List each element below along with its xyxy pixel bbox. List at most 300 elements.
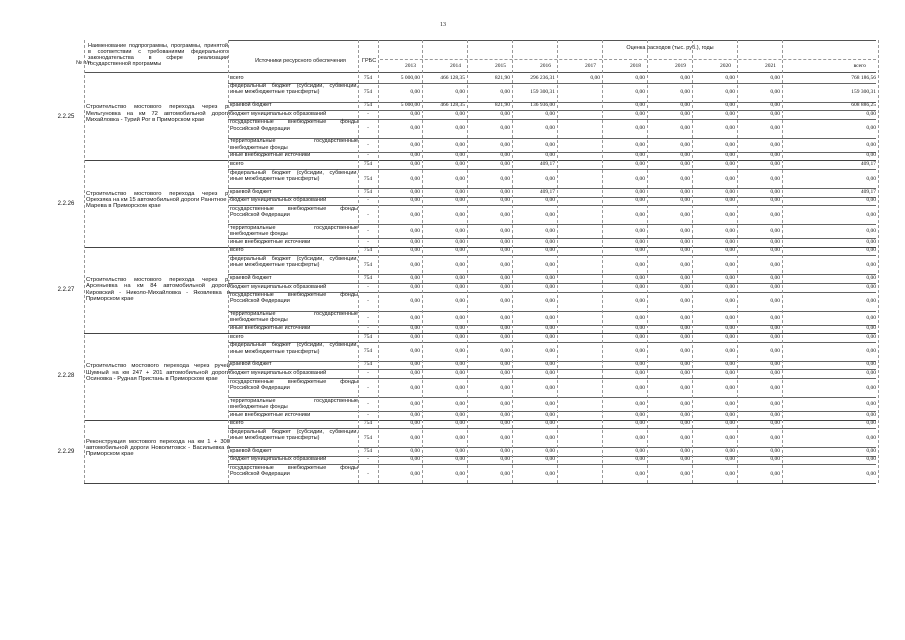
amount-cell: 0,00 xyxy=(545,283,555,290)
amount-cell: 409,17 xyxy=(860,160,876,167)
amount-cell: 768 186,56 xyxy=(851,74,876,81)
amount-cell: 0,00 xyxy=(866,411,876,418)
amount-cell: 0,00 xyxy=(410,125,420,132)
grbs-code: 754 xyxy=(363,333,373,340)
header-col-num: № п/п xyxy=(76,60,91,66)
amount-cell: 0,00 xyxy=(455,238,465,245)
amount-cell: 0,00 xyxy=(635,152,645,159)
grbs-code: - xyxy=(367,141,369,148)
page-number: 13 xyxy=(440,22,446,28)
funding-source-label: бюджет муниципальных образований xyxy=(230,197,327,204)
amount-cell: 0,00 xyxy=(635,434,645,441)
amount-cell: 0,00 xyxy=(635,384,645,391)
amount-cell: 0,00 xyxy=(410,197,420,204)
amount-cell: 0,00 xyxy=(770,102,780,109)
amount-cell: 0,00 xyxy=(770,238,780,245)
grbs-code: - xyxy=(367,369,369,376)
amount-cell: 0,00 xyxy=(410,141,420,148)
amount-cell: 0,00 xyxy=(410,333,420,340)
amount-cell: 0,00 xyxy=(680,369,690,376)
grbs-code: - xyxy=(367,125,369,132)
header-year: 2017 xyxy=(585,63,596,69)
amount-cell: 0,00 xyxy=(680,228,690,235)
funding-source-label: государственные внебюджетные фонды Российской Федерации xyxy=(230,292,358,305)
amount-cell: 0,00 xyxy=(680,261,690,268)
amount-cell: 0,00 xyxy=(545,333,555,340)
grbs-code: 754 xyxy=(363,447,373,454)
amount-cell: 0,00 xyxy=(545,211,555,218)
amount-cell: 0,00 xyxy=(770,434,780,441)
grbs-code: 754 xyxy=(363,261,373,268)
grbs-code: - xyxy=(367,384,369,391)
amount-cell: 0,00 xyxy=(410,348,420,355)
amount-cell: 0,00 xyxy=(680,211,690,218)
amount-cell: 0,00 xyxy=(680,470,690,477)
amount-cell: 0,00 xyxy=(866,125,876,132)
header-year: всего xyxy=(853,63,866,69)
column-divider xyxy=(557,40,558,483)
amount-cell: 5 000,00 xyxy=(400,102,420,109)
grbs-code: 754 xyxy=(363,102,373,109)
amount-cell: 0,00 xyxy=(866,247,876,254)
amount-cell: 0,00 xyxy=(725,333,735,340)
amount-cell: 0,00 xyxy=(410,89,420,96)
amount-cell: 0,00 xyxy=(680,384,690,391)
amount-cell: 0,00 xyxy=(455,274,465,281)
amount-cell: 0,00 xyxy=(770,333,780,340)
funding-source-label: бюджет муниципальных образований xyxy=(230,369,327,376)
amount-cell: 0,00 xyxy=(866,152,876,159)
column-divider xyxy=(737,40,738,483)
amount-cell: 0,00 xyxy=(680,456,690,463)
amount-cell: 296 236,31 xyxy=(530,74,555,81)
amount-cell: 0,00 xyxy=(635,247,645,254)
amount-cell: 0,00 xyxy=(455,110,465,117)
funding-source-label: государственные внебюджетные фонды Российской Федерации xyxy=(230,464,358,478)
amount-cell: 0,00 xyxy=(770,89,780,96)
funding-source-label: всего xyxy=(230,160,244,167)
amount-cell: 0,00 xyxy=(635,102,645,109)
amount-cell: 0,00 xyxy=(770,160,780,167)
amount-cell: 0,00 xyxy=(635,125,645,132)
amount-cell: 0,00 xyxy=(410,110,420,117)
amount-cell: 0,00 xyxy=(410,298,420,305)
amount-cell: 0,00 xyxy=(545,298,555,305)
amount-cell: 0,00 xyxy=(545,175,555,182)
amount-cell: 0,00 xyxy=(680,411,690,418)
amount-cell: 0,00 xyxy=(725,447,735,454)
amount-cell: 0,00 xyxy=(680,247,690,254)
amount-cell: 0,00 xyxy=(680,74,690,81)
amount-cell: 0,00 xyxy=(410,325,420,332)
amount-cell: 0,00 xyxy=(410,470,420,477)
column-divider xyxy=(692,40,693,483)
amount-cell: 0,00 xyxy=(635,211,645,218)
program-name: Строительство мостового перехода через ручей Шумный на км 247 + 201 автомобильной дороги Осиновка - Рудная Пристань в Приморском крае xyxy=(86,363,230,383)
amount-cell: 0,00 xyxy=(545,197,555,204)
header-year: 2016 xyxy=(540,63,551,69)
amount-cell: 0,00 xyxy=(866,238,876,245)
grbs-code: - xyxy=(367,314,369,321)
amount-cell: 0,00 xyxy=(680,420,690,427)
amount-cell: 0,00 xyxy=(770,283,780,290)
column-divider xyxy=(422,40,423,483)
amount-cell: 0,00 xyxy=(725,175,735,182)
amount-cell: 0,00 xyxy=(770,197,780,204)
amount-cell: 159 300,31 xyxy=(851,89,876,96)
amount-cell: 0,00 xyxy=(725,361,735,368)
amount-cell: 0,00 xyxy=(410,283,420,290)
amount-cell: 0,00 xyxy=(455,298,465,305)
amount-cell: 0,00 xyxy=(770,348,780,355)
amount-cell: 608 886,25 xyxy=(851,102,876,109)
header-year: 2019 xyxy=(675,63,686,69)
amount-cell: 0,00 xyxy=(725,411,735,418)
amount-cell: 0,00 xyxy=(410,361,420,368)
amount-cell: 0,00 xyxy=(725,110,735,117)
funding-source-label: краевой бюджет xyxy=(230,274,272,281)
amount-cell: 0,00 xyxy=(500,361,510,368)
amount-cell: 0,00 xyxy=(545,456,555,463)
amount-cell: 0,00 xyxy=(725,401,735,407)
amount-cell: 0,00 xyxy=(866,401,876,407)
amount-cell: 0,00 xyxy=(500,434,510,441)
column-divider xyxy=(467,40,468,483)
amount-cell: 0,00 xyxy=(635,369,645,376)
grbs-code: 754 xyxy=(363,160,373,167)
amount-cell: 0,00 xyxy=(500,274,510,281)
amount-cell: 0,00 xyxy=(680,238,690,245)
amount-cell: 0,00 xyxy=(725,283,735,290)
amount-cell: 0,00 xyxy=(500,261,510,268)
amount-cell: 0,00 xyxy=(500,238,510,245)
amount-cell: 0,00 xyxy=(500,411,510,418)
funding-source-label: всего xyxy=(230,333,244,340)
header-year: 2021 xyxy=(765,63,776,69)
funding-source-label: федеральный бюджет (субсидии, субвенции, иные межбюджетные трансферты) xyxy=(230,169,358,182)
grbs-code: 754 xyxy=(363,420,373,427)
amount-cell: 0,00 xyxy=(410,384,420,391)
amount-cell: 0,00 xyxy=(725,314,735,321)
funding-source-label: федеральный бюджет (субсидии, субвенции, иные межбюджетные трансферты) xyxy=(230,83,358,96)
grbs-code: 754 xyxy=(363,274,373,281)
amount-cell: 0,00 xyxy=(500,298,510,305)
amount-cell: 0,00 xyxy=(635,175,645,182)
amount-cell: 0,00 xyxy=(545,314,555,321)
program-name: Реконструкция мостового перехода на км 1 + 300 автомобильной дороги Новолитовск - Васильевка в Приморском крае xyxy=(86,438,230,458)
amount-cell: 0,00 xyxy=(635,188,645,195)
amount-cell: 0,00 xyxy=(635,197,645,204)
amount-cell: 0,00 xyxy=(410,175,420,182)
amount-cell: 0,00 xyxy=(725,188,735,195)
amount-cell: 0,00 xyxy=(455,211,465,218)
grbs-code: - xyxy=(367,238,369,245)
amount-cell: 0,00 xyxy=(500,188,510,195)
amount-cell: 0,00 xyxy=(545,261,555,268)
funding-source-label: всего xyxy=(230,247,244,254)
funding-source-label: иные внебюджетные источники xyxy=(230,325,311,332)
amount-cell: 0,00 xyxy=(455,434,465,441)
grbs-code: - xyxy=(367,211,369,218)
amount-cell: 0,00 xyxy=(500,141,510,148)
amount-cell: 0,00 xyxy=(770,125,780,132)
amount-cell: 0,00 xyxy=(866,110,876,117)
amount-cell: 0,00 xyxy=(770,211,780,218)
amount-cell: 0,00 xyxy=(725,470,735,477)
amount-cell: 0,00 xyxy=(680,325,690,332)
amount-cell: 0,00 xyxy=(545,228,555,235)
amount-cell: 0,00 xyxy=(770,314,780,321)
amount-cell: 0,00 xyxy=(725,102,735,109)
amount-cell: 0,00 xyxy=(455,325,465,332)
amount-cell: 0,00 xyxy=(545,369,555,376)
amount-cell: 0,00 xyxy=(635,361,645,368)
amount-cell: 0,00 xyxy=(866,197,876,204)
amount-cell: 0,00 xyxy=(866,314,876,321)
amount-cell: 0,00 xyxy=(410,411,420,418)
amount-cell: 0,00 xyxy=(545,141,555,148)
amount-cell: 0,00 xyxy=(500,125,510,132)
amount-cell: 0,00 xyxy=(635,401,645,407)
amount-cell: 0,00 xyxy=(455,247,465,254)
amount-cell: 0,00 xyxy=(455,188,465,195)
amount-cell: 0,00 xyxy=(455,470,465,477)
amount-cell: 0,00 xyxy=(500,325,510,332)
grbs-code: 754 xyxy=(363,175,373,182)
amount-cell: 0,00 xyxy=(725,197,735,204)
amount-cell: 0,00 xyxy=(680,348,690,355)
amount-cell: 0,00 xyxy=(725,211,735,218)
amount-cell: 0,00 xyxy=(725,369,735,376)
funding-source-label: бюджет муниципальных образований xyxy=(230,283,327,290)
amount-cell: 0,00 xyxy=(725,74,735,81)
amount-cell: 0,00 xyxy=(455,197,465,204)
amount-cell: 0,00 xyxy=(545,348,555,355)
amount-cell: 0,00 xyxy=(410,152,420,159)
header-mid-line xyxy=(380,59,876,60)
grbs-code: - xyxy=(367,110,369,117)
amount-cell: 0,00 xyxy=(770,361,780,368)
amount-cell: 0,00 xyxy=(866,348,876,355)
amount-cell: 0,00 xyxy=(680,447,690,454)
amount-cell: 0,00 xyxy=(455,261,465,268)
amount-cell: 0,00 xyxy=(725,420,735,427)
amount-cell: 466 128,35 xyxy=(440,74,465,81)
funding-source-label: иные внебюджетные источники xyxy=(230,238,311,245)
amount-cell: 0,00 xyxy=(866,175,876,182)
amount-cell: 0,00 xyxy=(410,188,420,195)
grbs-code: - xyxy=(367,283,369,290)
amount-cell: 0,00 xyxy=(635,74,645,81)
funding-source-label: государственные внебюджетные фонды Российской Федерации xyxy=(230,205,358,218)
amount-cell: 0,00 xyxy=(866,298,876,305)
amount-cell: 0,00 xyxy=(770,325,780,332)
amount-cell: 0,00 xyxy=(635,333,645,340)
funding-source-label: федеральный бюджет (субсидии, субвенции, иные межбюджетные трансферты) xyxy=(230,428,358,441)
amount-cell: 0,00 xyxy=(770,175,780,182)
amount-cell: 0,00 xyxy=(680,125,690,132)
amount-cell: 136 936,00 xyxy=(530,102,555,109)
amount-cell: 0,00 xyxy=(635,420,645,427)
amount-cell: 0,00 xyxy=(500,110,510,117)
amount-cell: 0,00 xyxy=(410,238,420,245)
amount-cell: 0,00 xyxy=(770,152,780,159)
amount-cell: 0,00 xyxy=(410,420,420,427)
amount-cell: 0,00 xyxy=(590,74,600,81)
amount-cell: 0,00 xyxy=(635,160,645,167)
amount-cell: 0,00 xyxy=(635,325,645,332)
amount-cell: 0,00 xyxy=(770,274,780,281)
amount-cell: 0,00 xyxy=(545,274,555,281)
amount-cell: 0,00 xyxy=(455,314,465,321)
column-divider xyxy=(602,40,603,483)
column-divider xyxy=(378,40,379,483)
grbs-code: 754 xyxy=(363,188,373,195)
funding-source-label: краевой бюджет xyxy=(230,102,272,109)
amount-cell: 0,00 xyxy=(770,228,780,235)
funding-source-label: краевой бюджет xyxy=(230,361,272,368)
amount-cell: 0,00 xyxy=(725,238,735,245)
grbs-code: - xyxy=(367,152,369,159)
amount-cell: 0,00 xyxy=(680,333,690,340)
amount-cell: 0,00 xyxy=(410,447,420,454)
amount-cell: 0,00 xyxy=(770,369,780,376)
amount-cell: 0,00 xyxy=(500,369,510,376)
amount-cell: 0,00 xyxy=(866,456,876,463)
funding-source-label: иные внебюджетные источники xyxy=(230,152,311,159)
amount-cell: 0,00 xyxy=(725,274,735,281)
amount-cell: 0,00 xyxy=(410,160,420,167)
amount-cell: 0,00 xyxy=(770,420,780,427)
amount-cell: 0,00 xyxy=(680,175,690,182)
amount-cell: 0,00 xyxy=(725,325,735,332)
amount-cell: 0,00 xyxy=(725,152,735,159)
grbs-code: 754 xyxy=(363,434,373,441)
funding-source-label: краевой бюджет xyxy=(230,188,272,195)
amount-cell: 0,00 xyxy=(635,470,645,477)
amount-cell: 0,00 xyxy=(410,314,420,321)
amount-cell: 0,00 xyxy=(455,89,465,96)
amount-cell: 0,00 xyxy=(455,401,465,407)
funding-source-label: государственные внебюджетные фонды Российской Федерации xyxy=(230,119,358,132)
amount-cell: 0,00 xyxy=(455,447,465,454)
amount-cell: 0,00 xyxy=(635,283,645,290)
amount-cell: 0,00 xyxy=(680,102,690,109)
program-number: 2.2.26 xyxy=(57,200,75,207)
amount-cell: 821,90 xyxy=(494,74,510,81)
funding-source-label: территориальные государственные внебюджетные фонды xyxy=(230,311,358,324)
amount-cell: 0,00 xyxy=(545,420,555,427)
amount-cell: 0,00 xyxy=(455,175,465,182)
amount-cell: 0,00 xyxy=(725,89,735,96)
grbs-code: - xyxy=(367,401,369,407)
amount-cell: 0,00 xyxy=(725,141,735,148)
grbs-code: 754 xyxy=(363,247,373,254)
amount-cell: 0,00 xyxy=(680,160,690,167)
amount-cell: 0,00 xyxy=(410,456,420,463)
funding-source-label: краевой бюджет xyxy=(230,447,272,454)
program-name: Строительство мостового перехода через р. Мельгуновка на км 72 автомобильной дороги Михайловка - Турий Рог в Приморском крае xyxy=(86,104,230,123)
amount-cell: 0,00 xyxy=(770,447,780,454)
funding-source-label: иные внебюджетные источники xyxy=(230,411,311,418)
grbs-code: - xyxy=(367,197,369,204)
amount-cell: 0,00 xyxy=(680,274,690,281)
grbs-code: - xyxy=(367,228,369,235)
amount-cell: 0,00 xyxy=(770,456,780,463)
header-year: 2013 xyxy=(405,63,416,69)
amount-cell: 0,00 xyxy=(545,470,555,477)
header-year: 2020 xyxy=(720,63,731,69)
amount-cell: 0,00 xyxy=(635,314,645,321)
amount-cell: 0,00 xyxy=(635,447,645,454)
amount-cell: 0,00 xyxy=(680,283,690,290)
grbs-code: - xyxy=(367,325,369,332)
amount-cell: 0,00 xyxy=(545,325,555,332)
amount-cell: 5 000,00 xyxy=(400,74,420,81)
header-col-grbs: ГРБС xyxy=(362,58,377,64)
amount-cell: 0,00 xyxy=(770,74,780,81)
amount-cell: 0,00 xyxy=(500,470,510,477)
amount-cell: 0,00 xyxy=(866,384,876,391)
amount-cell: 409,17 xyxy=(539,160,555,167)
column-divider xyxy=(228,40,229,483)
amount-cell: 0,00 xyxy=(635,89,645,96)
amount-cell: 0,00 xyxy=(635,298,645,305)
amount-cell: 0,00 xyxy=(545,247,555,254)
program-name: Строительство мостового перехода через р. Арсеньевка на км 84 автомобильной дороги Кировский - Николо-Михайловка - Яковлевка в Приморском крае xyxy=(86,277,230,303)
grbs-code: 754 xyxy=(363,89,373,96)
amount-cell: 0,00 xyxy=(635,228,645,235)
amount-cell: 0,00 xyxy=(725,456,735,463)
amount-cell: 0,00 xyxy=(455,411,465,418)
amount-cell: 0,00 xyxy=(500,211,510,218)
header-col-estimate: Оценка расходов (тыс. руб.), годы xyxy=(626,45,714,51)
column-divider xyxy=(782,40,783,483)
amount-cell: 0,00 xyxy=(770,261,780,268)
program-name: Строительство мостового перехода через р. Орехзяка на км 15 автомобильной дороги Раннтное - Марева в Приморском крае xyxy=(86,190,230,210)
amount-cell: 0,00 xyxy=(500,314,510,321)
column-divider xyxy=(84,40,85,483)
funding-source-label: федеральный бюджет (субсидии, субвенции, иные межбюджетные трансферты) xyxy=(230,342,358,355)
amount-cell: 0,00 xyxy=(500,160,510,167)
program-number: 2.2.29 xyxy=(57,448,75,455)
amount-cell: 0,00 xyxy=(410,434,420,441)
header-year: 2015 xyxy=(495,63,506,69)
grbs-code: - xyxy=(367,298,369,305)
amount-cell: 0,00 xyxy=(866,325,876,332)
funding-source-label: бюджет муниципальных образований xyxy=(230,456,327,463)
amount-cell: 0,00 xyxy=(545,152,555,159)
amount-cell: 159 300,31 xyxy=(530,89,555,96)
amount-cell: 0,00 xyxy=(680,434,690,441)
column-divider xyxy=(647,40,648,483)
group-divider xyxy=(84,483,876,484)
amount-cell: 409,17 xyxy=(539,188,555,195)
header-top-line xyxy=(228,40,876,41)
amount-cell: 0,00 xyxy=(680,152,690,159)
amount-cell: 0,00 xyxy=(410,247,420,254)
amount-cell: 0,00 xyxy=(500,152,510,159)
amount-cell: 0,00 xyxy=(635,141,645,148)
program-number: 2.2.25 xyxy=(57,114,75,121)
amount-cell: 0,00 xyxy=(455,141,465,148)
amount-cell: 0,00 xyxy=(500,420,510,427)
amount-cell: 0,00 xyxy=(545,238,555,245)
program-number: 2.2.27 xyxy=(57,287,75,293)
amount-cell: 0,00 xyxy=(725,384,735,391)
amount-cell: 0,00 xyxy=(725,160,735,167)
amount-cell: 0,00 xyxy=(500,228,510,235)
